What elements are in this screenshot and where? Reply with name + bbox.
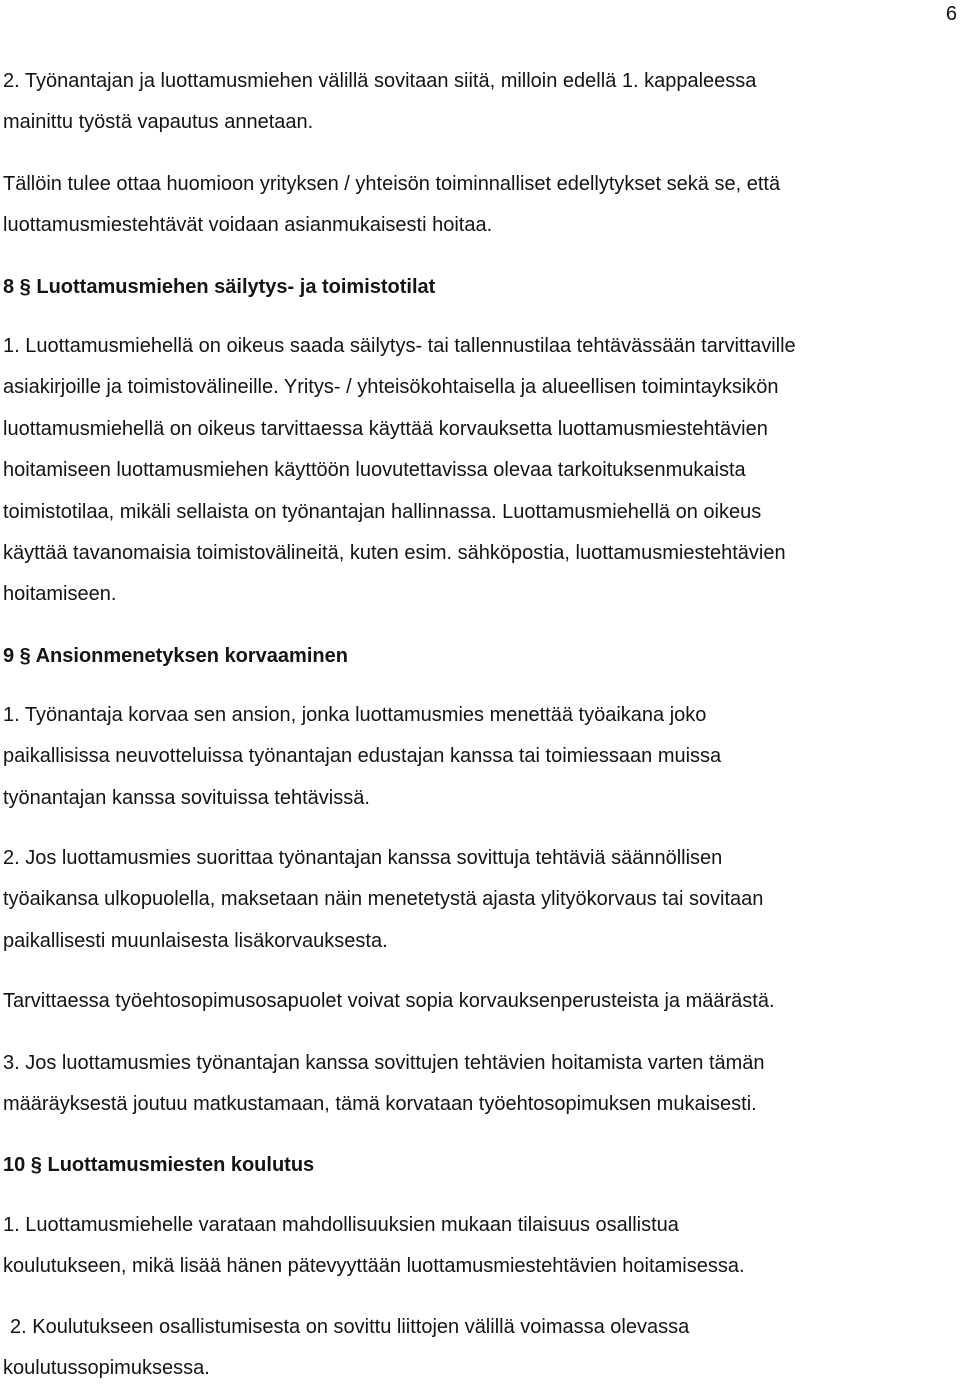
text-line: 1. Työnantaja korvaa sen ansion, jonka luottamusmies menettää työaikana joko — [3, 704, 707, 726]
text-line: 2. Jos luottamusmies suorittaa työnantajan kanssa sovittuja tehtäviä säännöllisen — [3, 847, 723, 869]
text-line: asiakirjoille ja toimistovälineille. Yritys- / yhteisökohtaisella ja alueellisen toimintayksikön — [3, 376, 779, 399]
paragraph-training-1 — [3, 1205, 953, 1288]
text-line: paikallisesti muunlaisesta lisäkorvauksesta. — [3, 929, 388, 952]
text-line: paikallisissa neuvotteluissa työnantajan edustajan kanssa tai toimiessaan muissa — [3, 745, 722, 768]
text-line: koulutussopimuksessa. — [3, 1357, 210, 1380]
paragraph-operational-conditions — [3, 164, 953, 247]
text-line: hoitamiseen luottamusmiehen käyttöön luovutettavissa olevaa tarkoituksenmukaista — [3, 459, 746, 482]
text-line: Tarvittaessa työehtosopimusosapuolet voivat sopia korvauksenperusteista ja määrästä. — [3, 990, 775, 1012]
text-line: luottamusmiehellä on oikeus tarvittaessa käyttää korvauksetta luottamusmiestehtävien — [3, 417, 768, 440]
text-line: mainittu työstä vapautus annetaan. — [3, 111, 314, 134]
paragraph-compensation-1 — [3, 695, 953, 819]
text-line: työaikansa ulkopuolella, maksetaan näin menetetystä ajasta ylityökorvaus tai sovitaan — [3, 888, 764, 911]
paragraph-training-2 — [3, 1307, 953, 1390]
paragraph-compensation-basis — [3, 981, 953, 1022]
text-line: työnantajan kanssa sovituissa tehtävissä. — [3, 786, 370, 809]
text-line: määräyksestä joutuu matkustamaan, tämä korvataan työehtosopimuksen mukaisesti. — [3, 1093, 757, 1116]
text-line: käyttää tavanomaisia toimistovälineitä, kuten esim. sähköpostia, luottamusmiestehtävien — [3, 542, 786, 565]
section-heading-10: 10 § Luottamusmiesten koulutus — [3, 1154, 315, 1176]
text-line: 2. Koulutukseen osallistumisesta on sovittu liittojen välillä voimassa olevassa — [10, 1316, 690, 1338]
text-line: luottamusmiestehtävät voidaan asianmukaisesti hoitaa. — [3, 214, 493, 237]
text-line: toimistotilaa, mikäli sellaista on työnantajan hallinnassa. Luottamusmiehellä on oikeus — [3, 500, 762, 523]
text-line: 3. Jos luottamusmies työnantajan kanssa sovittujen tehtävien hoitamista varten tämän — [3, 1052, 765, 1074]
paragraph-compensation-2 — [3, 838, 953, 962]
section-heading-8: 8 § Luottamusmiehen säilytys- ja toimistotilat — [3, 276, 436, 298]
text-line: koulutukseen, mikä lisää hänen pätevyyttään luottamusmiestehtävien hoitamisessa. — [3, 1255, 745, 1278]
paragraph-storage-office-space — [3, 326, 953, 616]
text-line: 2. Työnantajan ja luottamusmiehen välillä sovitaan siitä, milloin edellä 1. kappaleessa — [3, 70, 757, 92]
page-number: 6 — [945, 3, 957, 25]
text-line: hoitamiseen. — [3, 583, 117, 606]
text-line: 1. Luottamusmiehellä on oikeus saada säilytys- tai tallennustilaa tehtävässään tarvittaville — [3, 335, 796, 357]
text-line: Tällöin tulee ottaa huomioon yrityksen / yhteisön toiminnalliset edellytykset sekä se, että — [3, 173, 781, 195]
paragraph-compensation-3 — [3, 1043, 953, 1126]
paragraph-release-timing — [3, 61, 953, 144]
section-heading-9: 9 § Ansionmenetyksen korvaaminen — [3, 645, 348, 667]
text-line: 1. Luottamusmiehelle varataan mahdollisuuksien mukaan tilaisuus osallistua — [3, 1214, 679, 1236]
